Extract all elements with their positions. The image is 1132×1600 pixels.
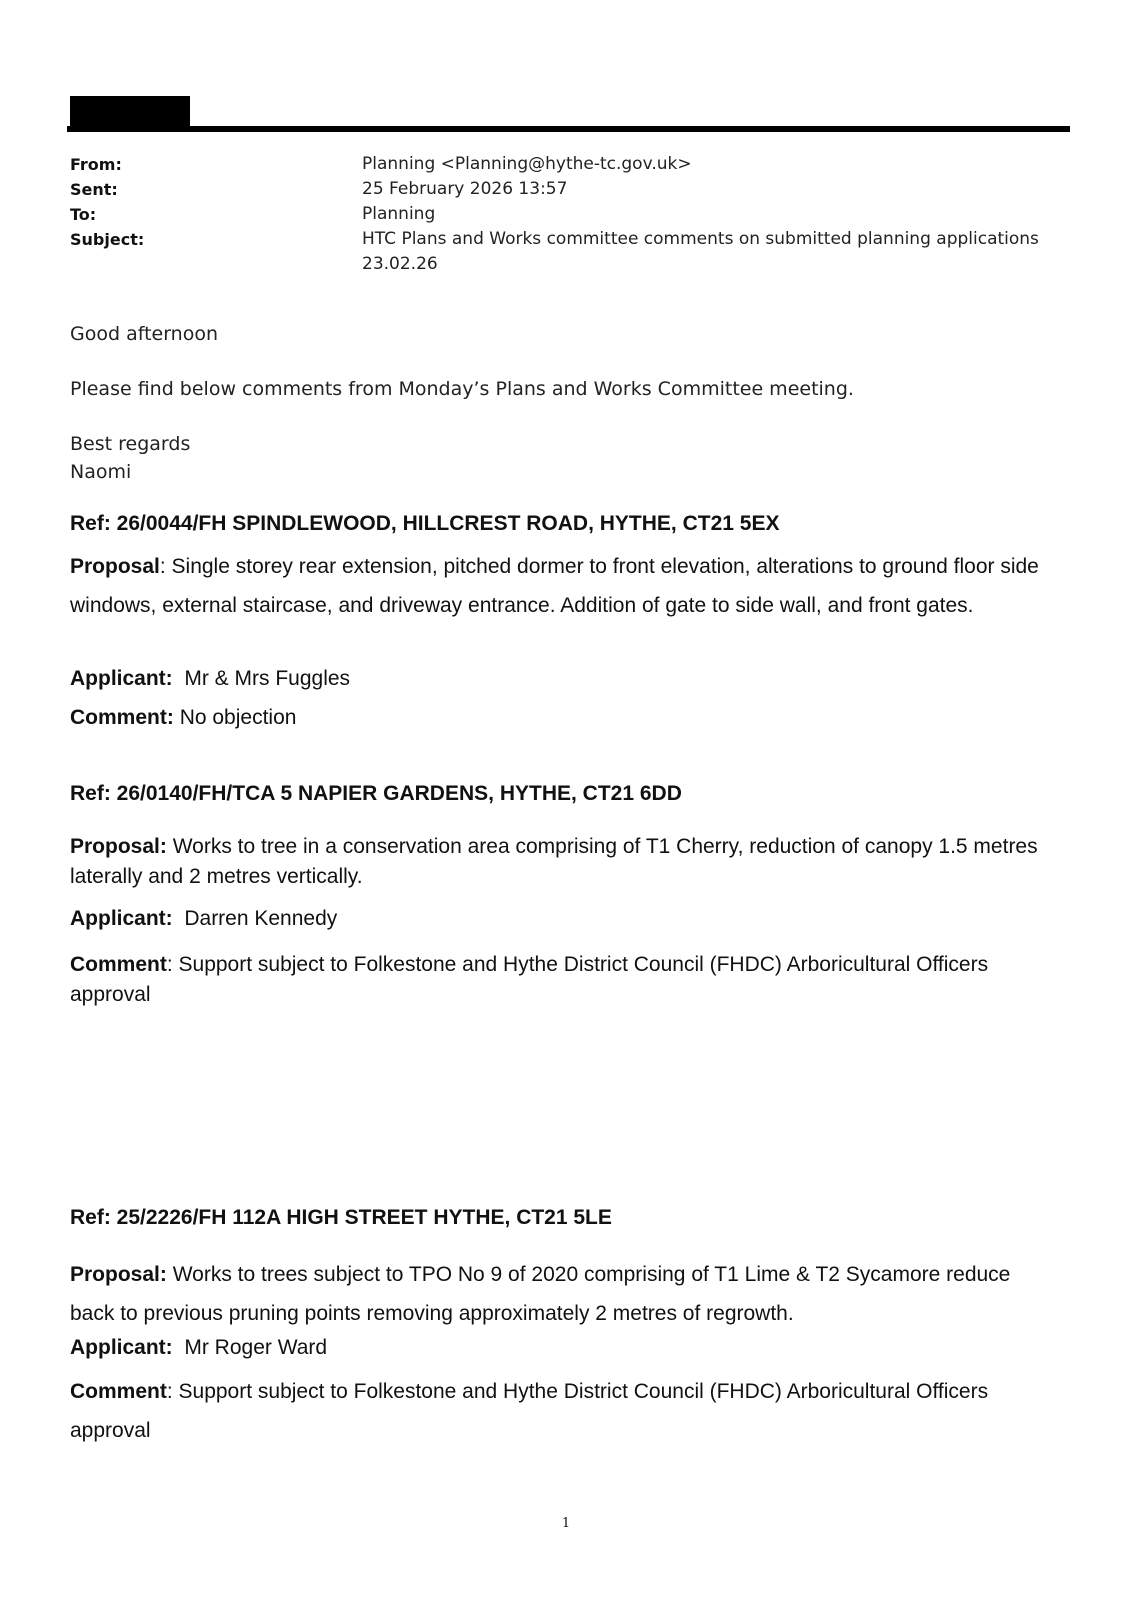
greeting: Good afternoon <box>70 323 219 345</box>
email-header <box>70 152 1070 277</box>
application-ref: Ref: 25/2226/FH 112A HIGH STREET HYTHE, CT21 5LE <box>70 1206 612 1229</box>
proposal-para: Proposal: Works to trees subject to TPO No 9 of 2020 comprising of T1 Lime & T2 Sycamore reduce back to previous pruning points removing approximately 2 metres of regrowth. <box>70 1263 1011 1325</box>
page-number: 1 <box>561 1516 571 1531</box>
proposal-para: Proposal: Works to tree in a conservation area comprising of T1 Cherry, reduction of canopy 1.5 metres laterally and 2 metres vertically. <box>70 835 1038 888</box>
subject-value: HTC Plans and Works committee comments on submitted planning applications 23.02.26 <box>362 229 1039 274</box>
applicant-name: Mr Roger Ward <box>184 1336 328 1359</box>
proposal-text: Works to trees subject to TPO No 9 of 2020 comprising of T1 Lime & T2 Sycamore reduce back to previous pruning points removing approximately 2 metres of regrowth. <box>70 1263 1011 1325</box>
intro-text: Please find below comments from Monday’s Plans and Works Committee meeting. <box>70 378 854 400</box>
comment-text: Support subject to Folkestone and Hythe District Council (FHDC) Arboricultural Officers approval <box>70 953 989 1006</box>
to-row <box>70 202 1070 227</box>
comment-label: Comment <box>70 1380 167 1403</box>
applicant-para <box>70 1332 1060 1364</box>
comment-para: Comment: Support subject to Folkestone and Hythe District Council (FHDC) Arboricultural Officers approval <box>70 953 989 1006</box>
subject-label: Subject: <box>70 230 145 249</box>
to-value: Planning <box>362 204 436 224</box>
proposal-label: Proposal <box>70 555 160 578</box>
applicant-name: Mr & Mrs Fuggles <box>184 667 351 690</box>
comment-para: Comment: Support subject to Folkestone and Hythe District Council (FHDC) Arboricultural Officers approval <box>70 1380 989 1442</box>
application-ref: Ref: 26/0140/FH/TCA 5 NAPIER GARDENS, HYTHE, CT21 6DD <box>70 782 682 805</box>
sent-label: Sent: <box>70 180 118 199</box>
applicant-para <box>70 904 1060 934</box>
proposal-text: Single storey rear extension, pitched dormer to front elevation, alterations to ground floor side windows, external staircase, and driveway entrance. Addition of gate to side wall, and front gates. <box>70 555 1039 617</box>
applicant-label: Applicant: <box>70 667 173 690</box>
sent-value: 25 February 2026 13:57 <box>362 179 568 199</box>
subject-row <box>70 227 1070 277</box>
comment-label: Comment <box>70 706 167 729</box>
applicant-para <box>70 663 1060 695</box>
application-ref: Ref: 26/0044/FH SPINDLEWOOD, HILLCREST ROAD, HYTHE, CT21 5EX <box>70 512 780 535</box>
comment-text: Support subject to Folkestone and Hythe District Council (FHDC) Arboricultural Officers approval <box>70 1380 989 1442</box>
proposal-para: Proposal: Single storey rear extension, pitched dormer to front elevation, alterations to ground floor side windows, external staircase, and driveway entrance. Addition of gate to side wall, and front gates. <box>70 555 1039 617</box>
signoff: Best regards <box>70 433 191 455</box>
sent-row <box>70 177 1070 202</box>
proposal-label: Proposal <box>70 835 160 858</box>
applicant-label: Applicant: <box>70 907 173 930</box>
comment-text: No objection <box>179 706 297 729</box>
comment-para: Comment: No objection <box>70 706 297 729</box>
redaction-bar <box>70 96 190 126</box>
proposal-label: Proposal <box>70 1263 160 1286</box>
comment-label: Comment <box>70 953 167 976</box>
to-label: To: <box>70 205 97 224</box>
applicant-label: Applicant: <box>70 1336 173 1359</box>
header-rule <box>67 126 1070 132</box>
from-row <box>70 152 1070 177</box>
from-label: From: <box>70 155 122 174</box>
proposal-text: Works to tree in a conservation area comprising of T1 Cherry, reduction of canopy 1.5 metres laterally and 2 metres vertically. <box>70 835 1038 888</box>
from-value: Planning <Planning@hythe-tc.gov.uk> <box>362 154 692 174</box>
applicant-name: Darren Kennedy <box>184 907 338 930</box>
signature: Naomi <box>70 461 132 483</box>
